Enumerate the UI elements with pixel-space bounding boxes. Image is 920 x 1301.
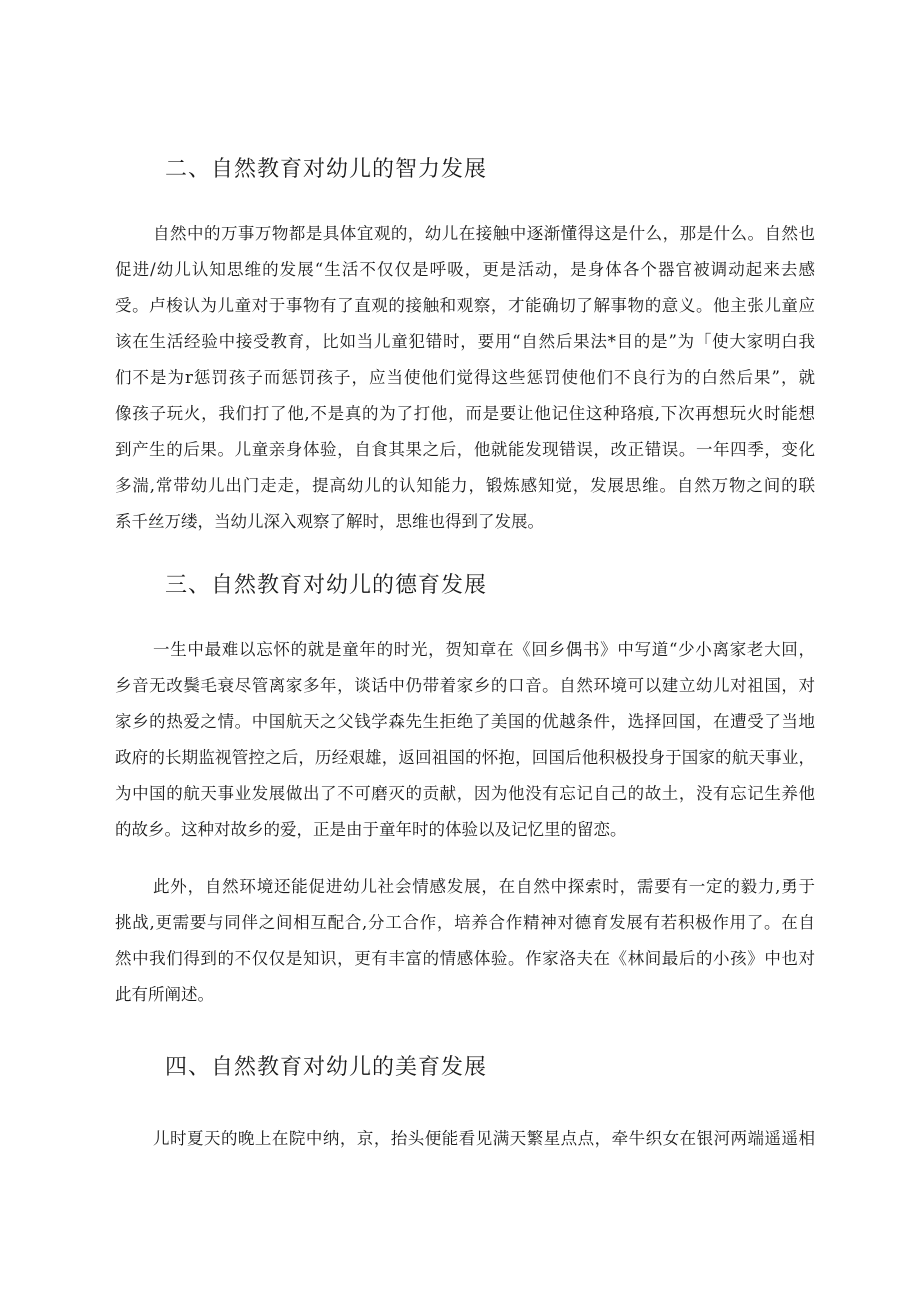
text-line: 自然中的万事万物都是具体宜观的，幼儿在接触中逐渐懂得这是什么，那是什么。自然也 xyxy=(153,224,815,243)
text-line: 然中我们得到的不仅仅是知识，更有丰富的情感体验。作家洛夫在《林间最后的小孩》中也对 xyxy=(115,949,815,968)
text-line: 的故乡。这种对故乡的爱，正是由于童年时的体验以及记忆里的留恋。 xyxy=(115,820,627,839)
text-line: 一生中最难以忘怀的就是童年的时光，贺知章在《回乡偶书》中写道“少小离家老大回， xyxy=(153,640,815,659)
text-line: 此外，自然环境还能促进幼儿社会情感发展，在自然中探索时，需要有一定的毅力,勇于 xyxy=(153,877,815,896)
section-heading: 四、自然教育对幼儿的美育发展 xyxy=(165,1055,488,1080)
paragraph xyxy=(115,869,815,1013)
text-line: 挑战,更需要与同伴之间相互配合,分工合作，培养合作精神对德育发展有若积极作用了。在自 xyxy=(115,913,815,932)
text-line: 为中国的航天事业发展做出了不可磨灭的贡献，因为他没有忘记自己的故土，没有忘记生养他 xyxy=(115,784,815,803)
text-line: 多湍,常带幼儿出门走走，提高幼儿的认知能力，锻炼感知觉，发展思维。自然万物之间的联 xyxy=(115,476,815,495)
text-line: 家乡的热爱之情。中国航天之父钱学森先生拒绝了美国的优越条件，选择回国，在遭受了当地 xyxy=(115,712,815,731)
text-line: 政府的长期监视管控之后，历经艰雄，返回祖国的怀抱，回国后他积极投身于国家的航天事业， xyxy=(115,748,815,767)
paragraph xyxy=(115,216,815,540)
text-line: 乡音无改鬓毛衰尽管离家多年，谈话中仍带着家乡的口音。自然环境可以建立幼儿对祖国，对 xyxy=(115,676,815,695)
text-line: 促进/幼儿认知思维的发展“生活不仅仅是呼吸，更是活动，是身体各个器官被调动起来去感 xyxy=(115,260,815,279)
text-line: 儿时夏天的晚上在院中纳，京，抬头便能看见满天繁星点点，牵牛织女在银河两端遥遥相 xyxy=(153,1129,815,1148)
section-heading: 二、自然教育对幼儿的智力发展 xyxy=(165,157,488,182)
text-line: 此有所阐述。 xyxy=(115,985,214,1004)
text-line: 们不是为r惩罚孩子而惩罚孩子，应当使他们觉得这些惩罚使他们不良行为的白然后果”，就 xyxy=(115,368,815,387)
paragraph xyxy=(115,632,815,848)
text-line: 该在生活经验中接受教育，比如当儿童犯错时，要用“自然后果法*目的是”为「使大家明白我 xyxy=(115,332,815,351)
text-line: 到产生的后果。儿童亲身体验，自食其果之后，他就能发现错误，改正错误。一年四季，变化 xyxy=(115,440,815,459)
text-line: 系千丝万缕，当幼儿深入观察了解时，思维也得到了发展。 xyxy=(115,512,544,531)
section-heading: 三、自然教育对幼儿的德育发展 xyxy=(165,573,488,598)
paragraph xyxy=(115,1121,815,1157)
text-line: 受。卢梭认为儿童对于事物有了直观的接触和观察，才能确切了解事物的意义。他主张儿童应 xyxy=(115,296,815,315)
text-line: 像孩子玩火，我们打了他,不是真的为了打他，而是要让他记住这种珞痕,下次再想玩火时能想 xyxy=(115,404,815,423)
